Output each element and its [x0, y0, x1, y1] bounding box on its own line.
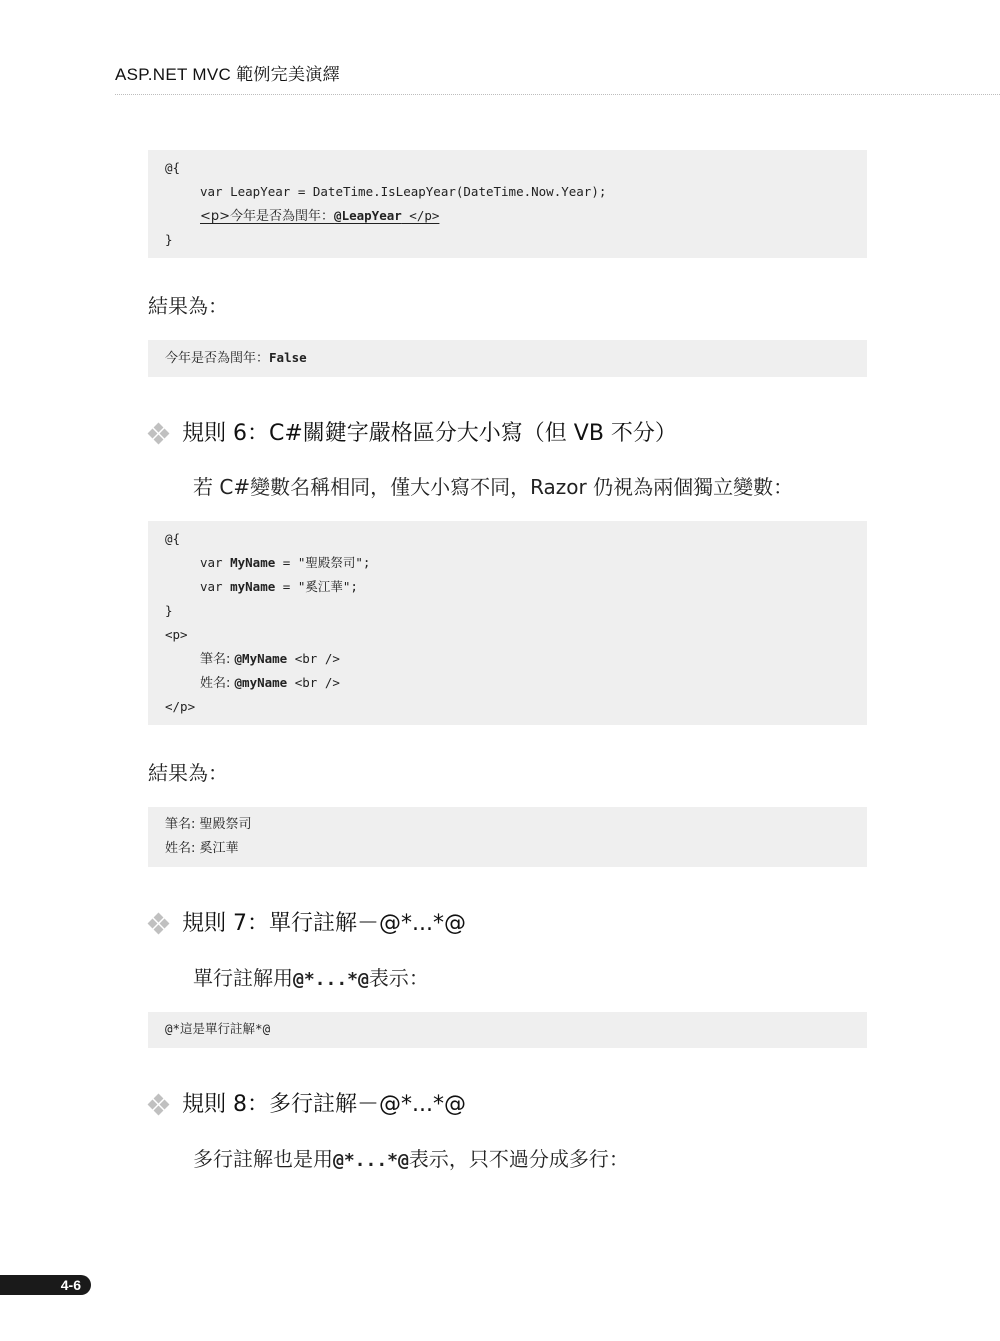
code-line: <p>: [165, 627, 188, 642]
code-line: @{: [165, 160, 181, 175]
code-line: [165, 346, 867, 370]
code-line: @{: [165, 531, 181, 546]
description-text: 表示：: [368, 966, 429, 990]
code-token: </p>: [401, 208, 440, 223]
result-text: 今年是否為閏年：: [165, 351, 270, 366]
code-line: 姓名: 奚江華: [165, 841, 239, 856]
code-line: [165, 671, 867, 695]
code-token: var: [200, 555, 231, 570]
code-token: @LeapYear: [334, 208, 402, 223]
code-token: = "聖殿祭司";: [275, 555, 371, 570]
code-line: var LeapYear = DateTime.IsLeapYear(DateTime.Now.Year);: [200, 184, 607, 199]
code-block-case-sensitive: [148, 521, 867, 725]
rule-8-description: [193, 1143, 629, 1172]
description-text: 多行註解也是用: [193, 1147, 333, 1171]
diamond-bullet-icon: [148, 423, 170, 445]
rule-6-description: 若 C#變數名稱相同，僅大小寫不同，Razor 仍視為兩個獨立變數：: [193, 475, 794, 499]
result-value: False: [269, 350, 307, 365]
header-divider: [115, 94, 1000, 95]
inline-code: @*...*@: [293, 969, 369, 990]
code-token: var: [200, 579, 231, 594]
code-token: 姓名:: [200, 676, 235, 691]
code-line: [165, 575, 867, 599]
rule-7-heading: [148, 909, 466, 939]
code-token: <br />: [287, 651, 340, 666]
code-token: MyName: [230, 555, 276, 570]
result-label: 結果為：: [148, 294, 228, 318]
diamond-bullet-icon: [148, 1094, 170, 1116]
page-number: 4-6: [60, 1277, 81, 1293]
result-block-case-sensitive: [148, 807, 867, 867]
inline-code: @*...*@: [333, 1150, 409, 1171]
code-line: [165, 204, 867, 228]
code-token: <br />: [287, 675, 340, 690]
code-line: [165, 551, 867, 575]
code-token: = "奚江華";: [275, 579, 358, 594]
rule-7-title: 規則 7：單行註解－@*...*@: [182, 911, 466, 936]
code-line: @*這是單行註解*@: [165, 1021, 271, 1036]
code-token: @myName: [234, 675, 288, 690]
code-token: 筆名:: [200, 652, 235, 667]
code-block-leapyear: [148, 150, 867, 258]
code-block-single-line-comment: [148, 1012, 867, 1048]
code-token: @MyName: [234, 651, 288, 666]
description-text: 單行註解用: [193, 966, 293, 990]
result-label: 結果為：: [148, 761, 228, 785]
rule-7-description: [193, 962, 429, 991]
description-text: 表示，只不過分成多行：: [408, 1147, 629, 1171]
rule-8-heading: [148, 1090, 466, 1120]
code-token: myName: [230, 579, 276, 594]
diamond-bullet-icon: [148, 913, 170, 935]
result-block-leapyear: [148, 340, 867, 377]
code-line: }: [165, 232, 173, 247]
rule-6-heading: [148, 419, 677, 449]
code-token: <p>今年是否為閏年：: [200, 209, 335, 224]
page-number-tab: [0, 1275, 91, 1295]
running-header: ASP.NET MVC 範例完美演繹: [115, 65, 340, 84]
rule-8-title: 規則 8：多行註解－@*...*@: [182, 1092, 466, 1117]
code-line: </p>: [165, 699, 196, 714]
code-line: }: [165, 603, 173, 618]
rule-6-title: 規則 6：C#關鍵字嚴格區分大小寫（但 VB 不分）: [182, 421, 677, 446]
code-line: 筆名: 聖殿祭司: [165, 817, 252, 832]
code-line: [165, 647, 867, 671]
